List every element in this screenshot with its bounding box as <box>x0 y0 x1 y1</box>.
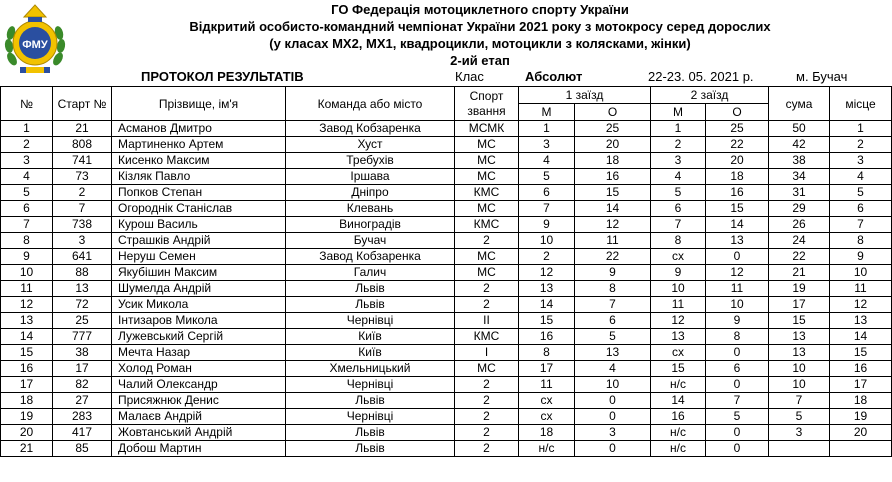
team-name: Чернівці <box>286 377 455 393</box>
race2-position: 15 <box>651 361 706 377</box>
final-place: 6 <box>830 201 892 217</box>
total-points: 15 <box>769 313 830 329</box>
start-number: 38 <box>53 345 112 361</box>
race2-position: 16 <box>651 409 706 425</box>
start-number: 3 <box>53 233 112 249</box>
table-row <box>1 137 892 153</box>
race1-position: 10 <box>519 233 575 249</box>
total-points: 21 <box>769 265 830 281</box>
race2-points: 6 <box>706 361 769 377</box>
final-place: 18 <box>830 393 892 409</box>
start-number: 738 <box>53 217 112 233</box>
start-number: 283 <box>53 409 112 425</box>
row-number: 13 <box>1 313 53 329</box>
race2-position: 5 <box>651 185 706 201</box>
table-row <box>1 425 892 441</box>
race2-points: 16 <box>706 185 769 201</box>
final-place: 12 <box>830 297 892 313</box>
race2-points: 14 <box>706 217 769 233</box>
row-number: 3 <box>1 153 53 169</box>
total-points <box>769 441 830 457</box>
team-name: Львів <box>286 297 455 313</box>
row-number: 12 <box>1 297 53 313</box>
race2-position: 10 <box>651 281 706 297</box>
sport-rank: МС <box>455 361 519 377</box>
protocol-title: ПРОТОКОЛ РЕЗУЛЬТАТІВ <box>141 69 304 84</box>
race2-position: 2 <box>651 137 706 153</box>
table-row <box>1 313 892 329</box>
rider-name: Неруш Семен <box>112 249 286 265</box>
team-name: Галич <box>286 265 455 281</box>
row-number: 16 <box>1 361 53 377</box>
class-label: Клас <box>455 69 484 84</box>
total-points: 29 <box>769 201 830 217</box>
sport-rank: КМС <box>455 185 519 201</box>
final-place <box>830 441 892 457</box>
table-row <box>1 393 892 409</box>
row-number: 5 <box>1 185 53 201</box>
race2-points: 7 <box>706 393 769 409</box>
rider-name: Кисенко Максим <box>112 153 286 169</box>
race1-points: 0 <box>575 441 651 457</box>
row-number: 19 <box>1 409 53 425</box>
race1-position: 13 <box>519 281 575 297</box>
rider-name: Присяжнюк Денис <box>112 393 286 409</box>
col-race2-o: О <box>706 104 769 121</box>
race1-position: 7 <box>519 201 575 217</box>
sport-rank: 2 <box>455 409 519 425</box>
col-race1-o: О <box>575 104 651 121</box>
start-number: 7 <box>53 201 112 217</box>
team-name: Львів <box>286 425 455 441</box>
start-number: 641 <box>53 249 112 265</box>
sport-rank: 2 <box>455 425 519 441</box>
team-name: Завод Кобзаренка <box>286 249 455 265</box>
race2-position: 12 <box>651 313 706 329</box>
race1-points: 8 <box>575 281 651 297</box>
race2-position: 6 <box>651 201 706 217</box>
final-place: 10 <box>830 265 892 281</box>
race1-position: 17 <box>519 361 575 377</box>
total-points: 42 <box>769 137 830 153</box>
col-race2: 2 заїзд <box>651 87 769 104</box>
final-place: 5 <box>830 185 892 201</box>
team-name: Львів <box>286 393 455 409</box>
race1-points: 14 <box>575 201 651 217</box>
race1-points: 20 <box>575 137 651 153</box>
race2-points: 12 <box>706 265 769 281</box>
team-name: Требухів <box>286 153 455 169</box>
team-name: Чернівці <box>286 313 455 329</box>
total-points: 50 <box>769 121 830 137</box>
federation-title: ГО Федерація мотоциклетного спорту України <box>331 2 629 17</box>
sport-rank: МС <box>455 169 519 185</box>
race2-position: 9 <box>651 265 706 281</box>
race2-points: 0 <box>706 441 769 457</box>
rider-name: Мартиненко Артем <box>112 137 286 153</box>
table-row <box>1 265 892 281</box>
final-place: 3 <box>830 153 892 169</box>
row-number: 6 <box>1 201 53 217</box>
start-number: 27 <box>53 393 112 409</box>
sport-rank: МС <box>455 153 519 169</box>
race1-points: 22 <box>575 249 651 265</box>
table-row <box>1 249 892 265</box>
rider-name: Страшків Андрій <box>112 233 286 249</box>
total-points: 17 <box>769 297 830 313</box>
championship-title: Відкритий особисто-командний чемпіонат України 2021 року з мотокросу серед дорослих <box>189 19 771 34</box>
start-number: 741 <box>53 153 112 169</box>
row-number: 10 <box>1 265 53 281</box>
row-number: 21 <box>1 441 53 457</box>
race2-position: сх <box>651 345 706 361</box>
col-race2-m: М <box>651 104 706 121</box>
rider-name: Усик Микола <box>112 297 286 313</box>
sport-rank: КМС <box>455 329 519 345</box>
rider-name: Жовтанський Андрій <box>112 425 286 441</box>
final-place: 20 <box>830 425 892 441</box>
logo-text: ФМУ <box>22 39 48 51</box>
final-place: 1 <box>830 121 892 137</box>
total-points: 3 <box>769 425 830 441</box>
rider-name: Асманов Дмитро <box>112 121 286 137</box>
race1-position: 2 <box>519 249 575 265</box>
team-name: Хмельницький <box>286 361 455 377</box>
rider-name: Кізляк Павло <box>112 169 286 185</box>
row-number: 7 <box>1 217 53 233</box>
rider-name: Холод Роман <box>112 361 286 377</box>
race2-points: 5 <box>706 409 769 425</box>
final-place: 13 <box>830 313 892 329</box>
total-points: 5 <box>769 409 830 425</box>
rider-name: Курош Василь <box>112 217 286 233</box>
final-place: 16 <box>830 361 892 377</box>
sport-rank: МС <box>455 265 519 281</box>
team-name: Львів <box>286 441 455 457</box>
race1-points: 12 <box>575 217 651 233</box>
race1-position: 5 <box>519 169 575 185</box>
total-points: 24 <box>769 233 830 249</box>
team-name: Київ <box>286 329 455 345</box>
start-number: 85 <box>53 441 112 457</box>
classes-subtitle: (у класах МХ2, МХ1, квадроцикли, мотоцикли з колясками, жінки) <box>269 36 691 51</box>
rider-name: Лужевський Сергій <box>112 329 286 345</box>
race1-position: 14 <box>519 297 575 313</box>
rider-name: Якубішин Максим <box>112 265 286 281</box>
total-points: 13 <box>769 329 830 345</box>
table-row <box>1 217 892 233</box>
final-place: 11 <box>830 281 892 297</box>
sport-rank: 2 <box>455 297 519 313</box>
race1-position: 16 <box>519 329 575 345</box>
row-number: 1 <box>1 121 53 137</box>
race1-points: 13 <box>575 345 651 361</box>
table-row <box>1 121 892 137</box>
col-num: № <box>1 87 53 121</box>
race2-points: 8 <box>706 329 769 345</box>
team-name: Чернівці <box>286 409 455 425</box>
results-table <box>0 86 892 457</box>
race2-position: н/с <box>651 441 706 457</box>
row-number: 14 <box>1 329 53 345</box>
race1-points: 25 <box>575 121 651 137</box>
table-row <box>1 153 892 169</box>
race2-points: 25 <box>706 121 769 137</box>
sport-rank: МСМК <box>455 121 519 137</box>
team-name: Клевань <box>286 201 455 217</box>
team-name: Дніпро <box>286 185 455 201</box>
race2-points: 15 <box>706 201 769 217</box>
race1-points: 0 <box>575 393 651 409</box>
table-row <box>1 233 892 249</box>
row-number: 9 <box>1 249 53 265</box>
start-number: 777 <box>53 329 112 345</box>
final-place: 19 <box>830 409 892 425</box>
rider-name: Чалий Олександр <box>112 377 286 393</box>
table-row <box>1 297 892 313</box>
row-number: 2 <box>1 137 53 153</box>
race2-position: 1 <box>651 121 706 137</box>
table-row <box>1 345 892 361</box>
col-place: місце <box>830 87 892 121</box>
race1-position: 9 <box>519 217 575 233</box>
race1-points: 3 <box>575 425 651 441</box>
sport-rank: 2 <box>455 281 519 297</box>
race2-position: н/с <box>651 425 706 441</box>
race1-points: 9 <box>575 265 651 281</box>
table-row <box>1 169 892 185</box>
race2-points: 18 <box>706 169 769 185</box>
final-place: 15 <box>830 345 892 361</box>
race2-position: н/с <box>651 377 706 393</box>
total-points: 38 <box>769 153 830 169</box>
table-row <box>1 377 892 393</box>
start-number: 25 <box>53 313 112 329</box>
team-name: Хуст <box>286 137 455 153</box>
sport-rank: 2 <box>455 441 519 457</box>
race1-position: сх <box>519 409 575 425</box>
row-number: 20 <box>1 425 53 441</box>
rider-name: Інтизаров Микола <box>112 313 286 329</box>
race1-position: 18 <box>519 425 575 441</box>
total-points: 34 <box>769 169 830 185</box>
start-number: 73 <box>53 169 112 185</box>
race2-points: 0 <box>706 249 769 265</box>
race1-position: 12 <box>519 265 575 281</box>
race1-points: 7 <box>575 297 651 313</box>
row-number: 8 <box>1 233 53 249</box>
table-row <box>1 185 892 201</box>
race1-position: 8 <box>519 345 575 361</box>
row-number: 4 <box>1 169 53 185</box>
final-place: 7 <box>830 217 892 233</box>
race1-position: 15 <box>519 313 575 329</box>
federation-logo <box>2 1 68 77</box>
sport-rank: МС <box>455 249 519 265</box>
col-race1-m: М <box>519 104 575 121</box>
class-value: Абсолют <box>525 69 583 84</box>
final-place: 2 <box>830 137 892 153</box>
start-number: 82 <box>53 377 112 393</box>
race1-points: 18 <box>575 153 651 169</box>
team-name: Львів <box>286 281 455 297</box>
total-points: 19 <box>769 281 830 297</box>
race2-points: 0 <box>706 377 769 393</box>
rider-name: Малаєв Андрій <box>112 409 286 425</box>
table-row <box>1 281 892 297</box>
race2-points: 9 <box>706 313 769 329</box>
row-number: 17 <box>1 377 53 393</box>
total-points: 13 <box>769 345 830 361</box>
team-name: Завод Кобзаренка <box>286 121 455 137</box>
sport-rank: МС <box>455 137 519 153</box>
race1-position: 4 <box>519 153 575 169</box>
final-place: 17 <box>830 377 892 393</box>
final-place: 14 <box>830 329 892 345</box>
start-number: 13 <box>53 281 112 297</box>
race2-points: 11 <box>706 281 769 297</box>
start-number: 2 <box>53 185 112 201</box>
col-name: Прізвище, ім'я <box>112 87 286 121</box>
rider-name: Попков Степан <box>112 185 286 201</box>
total-points: 22 <box>769 249 830 265</box>
race2-position: сх <box>651 249 706 265</box>
total-points: 7 <box>769 393 830 409</box>
race1-position: н/с <box>519 441 575 457</box>
race1-position: 1 <box>519 121 575 137</box>
final-place: 9 <box>830 249 892 265</box>
race1-points: 0 <box>575 409 651 425</box>
col-start: Старт № <box>53 87 112 121</box>
race1-points: 5 <box>575 329 651 345</box>
row-number: 15 <box>1 345 53 361</box>
race1-points: 16 <box>575 169 651 185</box>
race1-points: 6 <box>575 313 651 329</box>
rider-name: Мечта Назар <box>112 345 286 361</box>
stage-label: 2-ий етап <box>450 53 510 68</box>
race2-position: 8 <box>651 233 706 249</box>
sport-rank: ІІ <box>455 313 519 329</box>
col-team: Команда або місто <box>286 87 455 121</box>
race1-points: 11 <box>575 233 651 249</box>
rider-name: Огороднік Станіслав <box>112 201 286 217</box>
rider-name: Добош Мартин <box>112 441 286 457</box>
table-row <box>1 329 892 345</box>
race1-position: 3 <box>519 137 575 153</box>
start-number: 17 <box>53 361 112 377</box>
race2-points: 13 <box>706 233 769 249</box>
race1-position: 11 <box>519 377 575 393</box>
table-row <box>1 441 892 457</box>
row-number: 11 <box>1 281 53 297</box>
event-dates: 22-23. 05. 2021 р. <box>648 69 754 84</box>
final-place: 8 <box>830 233 892 249</box>
race1-points: 15 <box>575 185 651 201</box>
sport-rank: 2 <box>455 393 519 409</box>
start-number: 417 <box>53 425 112 441</box>
race2-position: 14 <box>651 393 706 409</box>
event-place: м. Бучач <box>796 69 848 84</box>
sport-rank: КМС <box>455 217 519 233</box>
team-name: Київ <box>286 345 455 361</box>
start-number: 21 <box>53 121 112 137</box>
race2-position: 3 <box>651 153 706 169</box>
sport-rank: 2 <box>455 233 519 249</box>
race1-position: 6 <box>519 185 575 201</box>
start-number: 88 <box>53 265 112 281</box>
race1-position: сх <box>519 393 575 409</box>
total-points: 10 <box>769 361 830 377</box>
rider-name: Шумелда Андрій <box>112 281 286 297</box>
col-race1: 1 заїзд <box>519 87 651 104</box>
start-number: 72 <box>53 297 112 313</box>
team-name: Бучач <box>286 233 455 249</box>
table-row <box>1 361 892 377</box>
table-header-row <box>1 87 892 104</box>
total-points: 31 <box>769 185 830 201</box>
race2-position: 4 <box>651 169 706 185</box>
team-name: Виноградів <box>286 217 455 233</box>
total-points: 10 <box>769 377 830 393</box>
sport-rank: МС <box>455 201 519 217</box>
sport-rank: 2 <box>455 377 519 393</box>
row-number: 18 <box>1 393 53 409</box>
team-name: Іршава <box>286 169 455 185</box>
race2-position: 13 <box>651 329 706 345</box>
race2-points: 20 <box>706 153 769 169</box>
race2-position: 7 <box>651 217 706 233</box>
race2-points: 22 <box>706 137 769 153</box>
race1-points: 4 <box>575 361 651 377</box>
start-number: 808 <box>53 137 112 153</box>
race2-points: 10 <box>706 297 769 313</box>
final-place: 4 <box>830 169 892 185</box>
race2-points: 0 <box>706 425 769 441</box>
total-points: 26 <box>769 217 830 233</box>
table-row <box>1 201 892 217</box>
col-sum: сума <box>769 87 830 121</box>
race2-position: 11 <box>651 297 706 313</box>
col-rank: Спорт звання <box>455 87 519 121</box>
race2-points: 0 <box>706 345 769 361</box>
sport-rank: І <box>455 345 519 361</box>
race1-points: 10 <box>575 377 651 393</box>
table-row <box>1 409 892 425</box>
